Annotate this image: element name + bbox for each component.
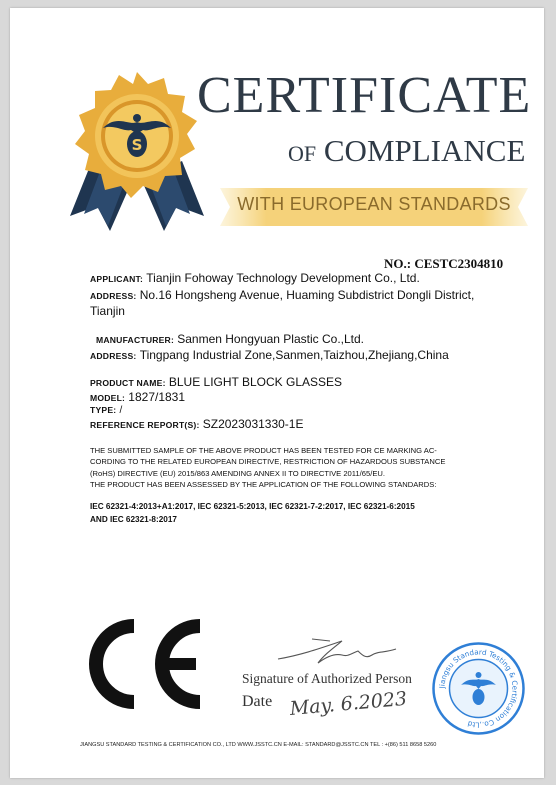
product-name-label: PRODUCT NAME: — [90, 378, 166, 388]
statement-line: (RoHS) DIRECTIVE (EU) 2015/863 AMENDING ANNEX II TO DIRECTIVE 2011/65/EU. — [90, 468, 385, 478]
standards-list — [90, 500, 520, 526]
statement-line: CORDING TO THE RELATED EUROPEAN DIRECTIVE, RESTRICTION OF HAZARDOUS SUBSTANCE — [90, 457, 446, 467]
applicant-address-row — [90, 287, 474, 305]
standards-line: AND IEC 62321-8:2017 — [90, 515, 177, 525]
applicant-label: APPLICANT: — [90, 274, 144, 284]
company-seal-icon — [431, 641, 526, 736]
reference-report-label: REFERENCE REPORT(S): — [90, 420, 200, 430]
of-word: OF — [288, 141, 317, 166]
reference-report-row — [90, 416, 303, 434]
certificate-page — [10, 8, 544, 778]
manufacturer-name: Sanmen Hongyuan Plastic Co.,Ltd. — [177, 332, 365, 346]
compliance-word: COMPLIANCE — [323, 133, 526, 168]
svg-text:S: S — [131, 136, 143, 154]
reference-report-value: SZ2023031330-1E — [202, 417, 304, 431]
manufacturer-address-row — [90, 347, 449, 365]
standards-line: IEC 62321-4:2013+A1:2017, IEC 62321-5:2013, IEC 62321-7-2:2017, IEC 62321-6:2015 — [90, 502, 415, 511]
manufacturer-address-label: ADDRESS: — [90, 351, 137, 361]
date-label: Date — [242, 693, 273, 710]
seal-text: Jiangsu Standard Testing & Certification Co.,Ltd — [437, 647, 520, 730]
ribbon-text: WITH EUROPEAN STANDARDS — [237, 194, 511, 214]
manufacturer-row — [96, 331, 364, 349]
handwritten-date — [276, 683, 426, 723]
model-label: MODEL: — [90, 393, 126, 403]
signature-scribble — [272, 633, 402, 671]
manufacturer-label: MANUFACTURER: — [96, 335, 175, 345]
applicant-address-line1: No.16 Hongsheng Avenue, Huaming Subdistrict Dongli District, — [139, 288, 475, 302]
type-label: TYPE: — [90, 405, 117, 415]
manufacturer-address: Tingpang Industrial Zone,Sanmen,Taizhou,Zhejiang,China — [139, 348, 449, 362]
product-name: BLUE LIGHT BLOCK GLASSES — [168, 375, 343, 389]
date-value: May. 6.2023 — [288, 687, 408, 720]
applicant-address-label: ADDRESS: — [90, 291, 137, 301]
certificate-number: NO.: CESTC2304810 — [384, 256, 504, 271]
test-statement — [90, 445, 510, 491]
type-value: / — [119, 405, 123, 416]
applicant-address-line2-row — [90, 303, 125, 321]
statement-line: THE PRODUCT HAS BEEN ASSESSED BY THE APPLICATION OF THE FOLLOWING STANDARDS: — [90, 480, 437, 490]
certificate-title: CERTIFICATE — [197, 67, 532, 124]
signature-label: Signature of Authorized Person — [242, 671, 412, 686]
footer-contact: JIANGSU STANDARD TESTING & CERTIFICATION CO., LTD WWW.JSSTC.CN E-MAIL: STANDARD@JSSTC.CN TEL : +(86) 511 8658 5260 — [80, 742, 437, 748]
model-value: 1827/1831 — [128, 390, 186, 404]
compliance-subtitle — [288, 135, 525, 166]
applicant-name: Tianjin Fohoway Technology Development Co., Ltd. — [146, 271, 420, 285]
ce-mark-icon — [72, 616, 208, 712]
applicant-row — [90, 270, 420, 288]
statement-line: THE SUBMITTED SAMPLE OF THE ABOVE PRODUCT HAS BEEN TESTED FOR CE MARKING AC- — [90, 446, 437, 455]
applicant-address-line2: Tianjin — [90, 304, 125, 318]
gold-medal-icon — [62, 66, 212, 236]
